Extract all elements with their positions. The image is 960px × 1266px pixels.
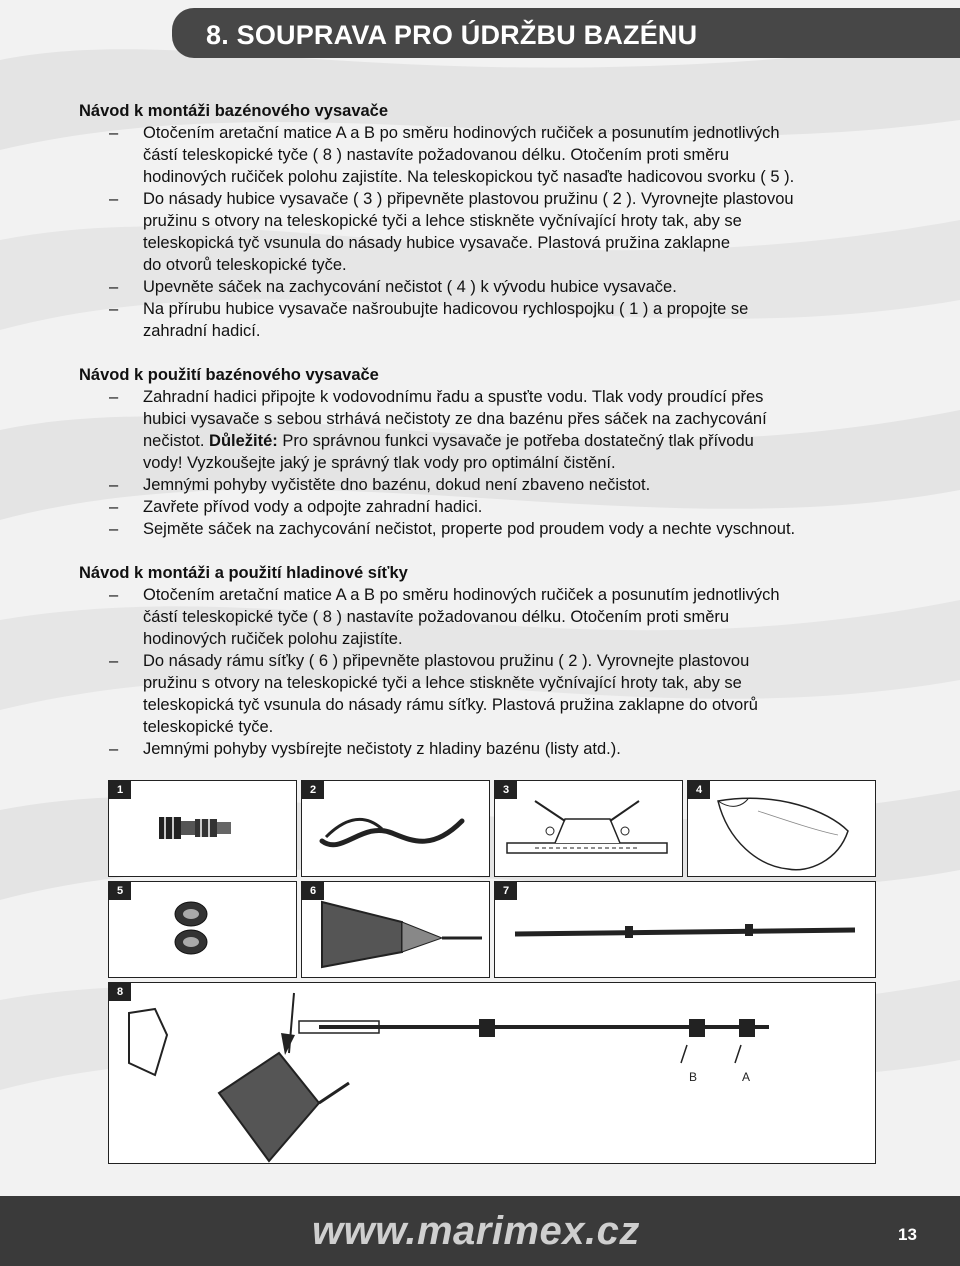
figure-skimmer-net bbox=[301, 881, 490, 978]
item-text: Pro správnou funkci vysavače je potřeba dostatečný tlak přívodu bbox=[277, 432, 754, 450]
item-line: Do násady hubice vysavače ( 3 ) připevněte plastovou pružinu ( 2 ). Vyrovnejte plastovou bbox=[143, 190, 794, 208]
label-b: B bbox=[689, 1070, 698, 1084]
section-vacuum-assembly bbox=[79, 100, 899, 342]
item-line: pružinu s otvory na teleskopické tyči a lehce stiskněte vyčnívající hroty tak, aby se bbox=[143, 212, 742, 230]
item-line: Jemnými pohyby vyčistěte dno bazénu, dokud není zbaveno nečistot. bbox=[143, 476, 651, 494]
figure-debris-bag bbox=[687, 780, 876, 877]
item-line: Zavřete přívod vody a odpojte zahradní hadici. bbox=[143, 498, 483, 516]
section-skimmer-assembly bbox=[79, 562, 899, 760]
section-vacuum-use bbox=[79, 364, 899, 540]
list-dash: – bbox=[109, 300, 119, 318]
list-item bbox=[79, 386, 899, 474]
item-line: hodinových ručiček polohu zajistíte. Na teleskopickou tyč nasaďte hadicovou svorku ( 5 ). bbox=[143, 168, 795, 186]
list-dash: – bbox=[109, 124, 119, 142]
panel-number: 3 bbox=[495, 781, 517, 799]
panel-number: 8 bbox=[109, 983, 131, 1001]
assembly-figures bbox=[108, 780, 878, 1164]
header-bar bbox=[172, 8, 960, 58]
item-line: zahradní hadicí. bbox=[143, 322, 261, 340]
item-text: nečistot. bbox=[143, 432, 210, 450]
item-line: Sejměte sáček na zachycování nečistot, properte pod proudem vody a nechte vyschnout. bbox=[143, 520, 796, 538]
figure-telescopic-pole bbox=[494, 881, 876, 978]
list-dash: – bbox=[109, 740, 119, 758]
figure-vacuum-head bbox=[494, 780, 683, 877]
page-number: 13 bbox=[898, 1225, 917, 1244]
item-line: vody! Vyzkoušejte jaký je správný tlak vody pro optimální čistění. bbox=[143, 454, 616, 472]
list-dash: – bbox=[109, 476, 119, 494]
list-dash: – bbox=[109, 388, 119, 406]
figure-hose-connector bbox=[108, 780, 297, 877]
hose-clamp-icon bbox=[109, 882, 296, 977]
item-line: pružinu s otvory na teleskopické tyči a lehce stiskněte vyčnívající hroty tak, aby se bbox=[143, 674, 742, 692]
list-item bbox=[79, 584, 899, 650]
vacuum-head-icon bbox=[495, 781, 682, 876]
item-line: Do násady rámu síťky ( 6 ) připevněte plastovou pružinu ( 2 ). Vyrovnejte plastovou bbox=[143, 652, 750, 670]
item-line: teleskopická tyč vsunula do násady rámu síťky. Plastová pružina zaklapne do otvorů bbox=[143, 696, 758, 714]
assembly-diagram-icon bbox=[109, 983, 875, 1163]
item-line: Na přírubu hubice vysavače našroubujte hadicovou rychlospojku ( 1 ) a propojte se bbox=[143, 300, 749, 318]
section-heading: Návod k montáži bazénového vysavače bbox=[79, 102, 389, 120]
item-line: do otvorů teleskopické tyče. bbox=[143, 256, 347, 274]
list-dash: – bbox=[109, 278, 119, 296]
list-item bbox=[79, 298, 899, 342]
footer bbox=[0, 1196, 960, 1266]
figure-complete-assembly bbox=[108, 982, 876, 1164]
item-line: teleskopické tyče. bbox=[143, 718, 274, 736]
telescopic-pole-icon bbox=[495, 882, 875, 977]
item-line: Zahradní hadici připojte k vodovodnímu řadu a spusťte vodu. Tlak vody proudící přes bbox=[143, 388, 764, 406]
skimmer-net-icon bbox=[302, 882, 489, 977]
item-line: částí teleskopické tyče ( 8 ) nastavíte požadovanou délku. Otočením proti směru bbox=[143, 146, 730, 164]
list-dash: – bbox=[109, 498, 119, 516]
item-line: hodinových ručiček polohu zajistíte. bbox=[143, 630, 403, 648]
figure-plastic-spring bbox=[301, 780, 490, 877]
list-item bbox=[79, 188, 899, 276]
panel-number: 1 bbox=[109, 781, 131, 799]
figure-hose-clamp bbox=[108, 881, 297, 978]
panel-number: 2 bbox=[302, 781, 324, 799]
instructions bbox=[79, 100, 899, 760]
list-dash: – bbox=[109, 586, 119, 604]
website-url[interactable]: www.marimex.cz bbox=[312, 1209, 640, 1253]
item-line: Jemnými pohyby vysbírejte nečistoty z hladiny bazénu (listy atd.). bbox=[143, 740, 621, 758]
list-item bbox=[79, 496, 899, 518]
item-line: částí teleskopické tyče ( 8 ) nastavíte požadovanou délku. Otočením proti směru bbox=[143, 608, 730, 626]
list-item bbox=[79, 738, 899, 760]
panel-number: 5 bbox=[109, 882, 131, 900]
list-item bbox=[79, 122, 899, 188]
important-label: Důležité: bbox=[209, 432, 278, 450]
section-heading: Návod k montáži a použití hladinové síťky bbox=[79, 564, 408, 582]
page-title: 8. SOUPRAVA PRO ÚDRŽBU BAZÉNU bbox=[206, 20, 698, 50]
list-dash: – bbox=[109, 520, 119, 538]
debris-bag-icon bbox=[688, 781, 875, 876]
item-line: teleskopická tyč vsunula do násady hubice vysavače. Plastová pružina zaklapne bbox=[143, 234, 731, 252]
item-line bbox=[143, 430, 899, 452]
panel-number: 4 bbox=[688, 781, 710, 799]
list-dash: – bbox=[109, 190, 119, 208]
item-line: Upevněte sáček na zachycování nečistot ( 4 ) k vývodu hubice vysavače. bbox=[143, 278, 677, 296]
item-line: hubici vysavače s sebou strhává nečistoty ze dna bazénu přes sáček na zachycování bbox=[143, 410, 767, 428]
list-item bbox=[79, 518, 899, 540]
item-line: Otočením aretační matice A a B po směru hodinových ručiček a posunutím jednotlivých bbox=[143, 586, 780, 604]
list-item bbox=[79, 276, 899, 298]
hose-connector-icon bbox=[109, 781, 296, 876]
item-line: Otočením aretační matice A a B po směru hodinových ručiček a posunutím jednotlivých bbox=[143, 124, 780, 142]
list-item bbox=[79, 650, 899, 738]
label-a: A bbox=[742, 1070, 751, 1084]
list-item bbox=[79, 474, 899, 496]
section-heading: Návod k použití bazénového vysavače bbox=[79, 366, 379, 384]
list-dash: – bbox=[109, 652, 119, 670]
panel-number: 6 bbox=[302, 882, 324, 900]
plastic-spring-icon bbox=[302, 781, 489, 876]
panel-number: 7 bbox=[495, 882, 517, 900]
